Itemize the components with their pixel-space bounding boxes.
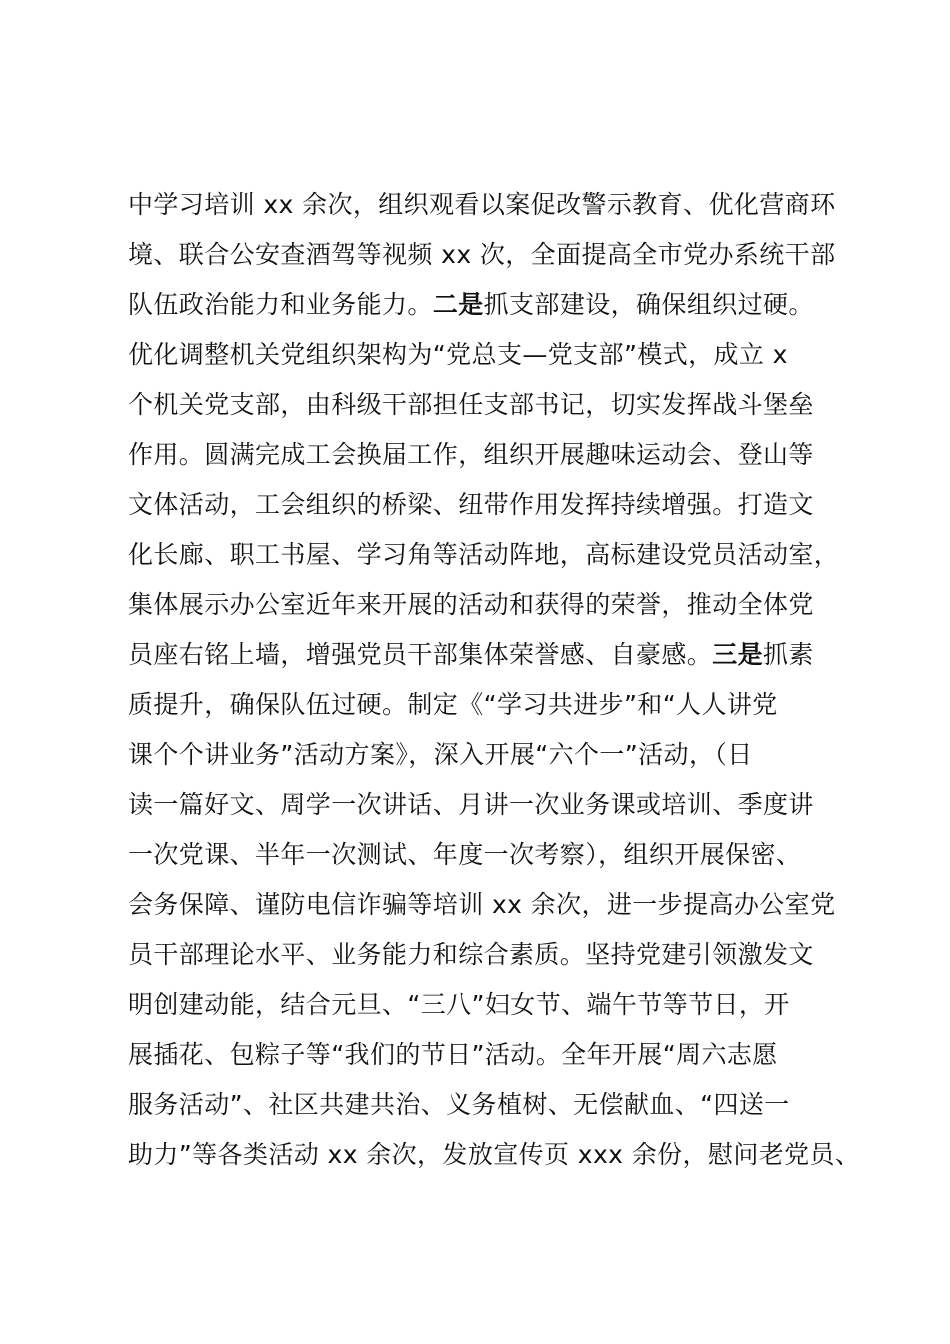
text-line: 服务活动”、社区共建共治、义务植树、无偿献血、“四送一 xyxy=(128,1090,790,1119)
emphasis-heading: 三是 xyxy=(712,640,764,669)
text-line: 展插花、包粽子等“我们的节日”活动。全年开展“周六志愿 xyxy=(128,1040,778,1069)
text-line: 助力”等各类活动 xx 余次，发放宣传页 xxx 余份，慰问老党员、 xyxy=(128,1140,861,1169)
text-line: 境、联合公安查酒驾等视频 xx 次，全面提高全市党办系统干部 xyxy=(128,240,836,269)
text-line: 质提升，确保队伍过硬。制定《“学习共进步”和“人人讲党 xyxy=(128,690,778,719)
text-line: 一次党课、半年一次测试、年度一次考察），组织开展保密、 xyxy=(128,840,802,869)
text-line: 文体活动，工会组织的桥梁、纽带作用发挥持续增强。打造文 xyxy=(128,490,814,519)
text-line: 明创建动能，结合元旦、“三八”妇女节、端午节等节日，开 xyxy=(128,990,790,1019)
text-segment: 抓素 xyxy=(763,640,814,669)
text-segment: 抓支部建设，确保组织过硬。 xyxy=(483,290,814,319)
text-line: 员干部理论水平、业务能力和综合素质。坚持党建引领激发文 xyxy=(128,940,814,969)
body-text xyxy=(128,180,861,1180)
text-line: 集体展示办公室近年来开展的活动和获得的荣誉，推动全体党 xyxy=(128,590,814,619)
text-segment: 员座右铭上墙，增强党员干部集体荣誉感、自豪感。 xyxy=(128,640,713,669)
text-line: 作用。圆满完成工会换届工作，组织开展趣味运动会、登山等 xyxy=(128,440,814,469)
text-line xyxy=(128,280,848,330)
text-line: 会务保障、谨防电信诈骗等培训 xx 余次，进一步提高办公室党 xyxy=(128,890,836,919)
emphasis-heading: 二是 xyxy=(432,290,484,319)
text-line xyxy=(128,630,848,680)
text-line: 化长廊、职工书屋、学习角等活动阵地，高标建设党员活动室， xyxy=(128,540,840,569)
text-line: 读一篇好文、周学一次讲话、月讲一次业务课或培训、季度讲 xyxy=(128,790,814,819)
text-line: 课个个讲业务”活动方案》，深入开展“六个一”活动，（日 xyxy=(128,740,753,769)
text-line: 中学习培训 xx 余次，组织观看以案促改警示教育、优化营商环 xyxy=(128,190,836,219)
text-segment: 队伍政治能力和业务能力。 xyxy=(128,290,433,319)
text-line: 优化调整机关党组织架构为“党总支—党支部”模式，成立 x xyxy=(128,340,788,369)
text-line: 个机关党支部，由科级干部担任支部书记，切实发挥战斗堡垒 xyxy=(128,390,814,419)
